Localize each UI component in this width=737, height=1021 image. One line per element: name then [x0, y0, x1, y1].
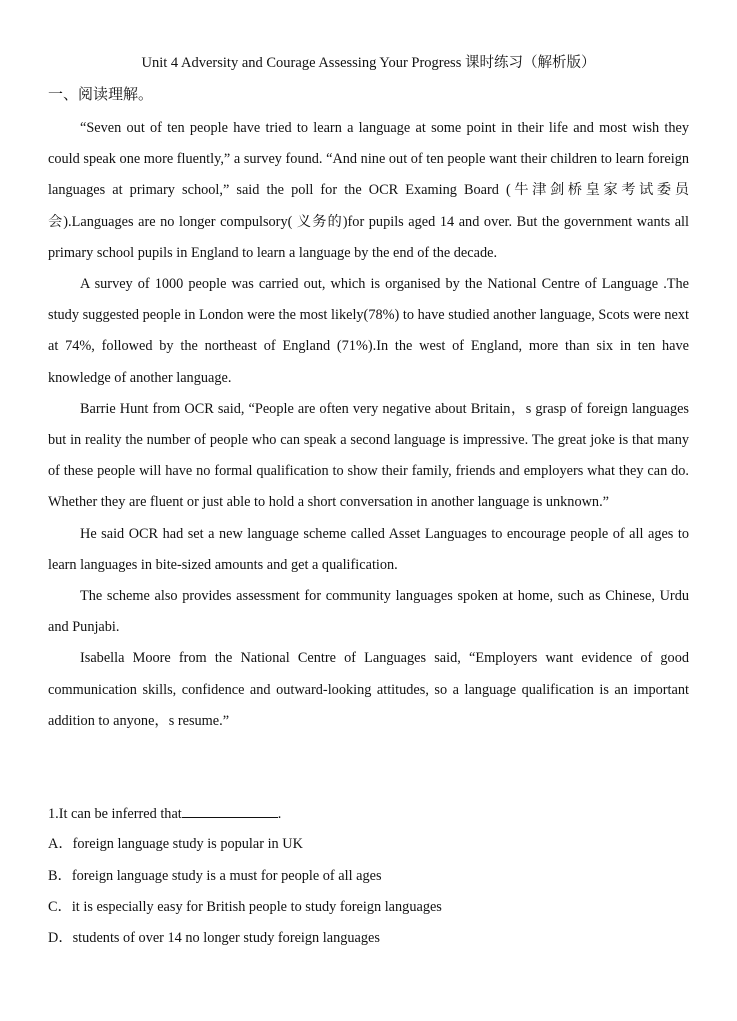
question-stem-text: 1.It can be inferred that — [48, 806, 182, 822]
passage-paragraph-1: “Seven out of ten people have tried to learn a language at some point in their life and most wish they could speak one more fluently,” a survey found. “And nine out of ten people want their children to learn foreign languages at primary school,” said the poll for the OCR Examing Board (牛津剑桥皇家考试委员会).Languages are no longer compulsory( 义务的)for pupils aged 14 and over. But the government wants all primary school pupils in England to learn a language by the end of the decade. — [48, 120, 689, 261]
page-title: Unit 4 Adversity and Courage Assessing Your Progress 课时练习（解析版） — [141, 55, 596, 71]
passage-paragraph-2: A survey of 1000 people was carried out, which is organised by the National Centre of Language .The study suggested people in London were the most likely(78%) to have studied another language, Scots were next at 74%, followed by the northeast of England (71%).In the west of England, more than six in ten have knowledge of another language. — [48, 276, 689, 386]
passage-paragraph-4: He said OCR had set a new language scheme called Asset Languages to encourage people of all ages to learn languages in bite-sized amounts and get a qualification. — [48, 525, 689, 573]
section-heading: 一、阅读理解。 — [48, 87, 154, 103]
passage-paragraph-5: The scheme also provides assessment for community languages spoken at home, such as Chinese, Urdu and Punjabi. — [48, 588, 689, 636]
answer-blank — [182, 803, 278, 818]
option-b: B．foreign language study is a must for people of all ages — [48, 868, 382, 884]
reading-passage — [48, 113, 689, 737]
question-stem-end: . — [277, 806, 282, 822]
option-d: D．students of over 14 no longer study foreign languages — [48, 930, 380, 946]
option-a: A．foreign language study is popular in UK — [48, 836, 303, 852]
option-c: C．it is especially easy for British people to study foreign languages — [48, 899, 442, 915]
passage-paragraph-3: Barrie Hunt from OCR said, “People are often very negative about Britain，s grasp of foreign languages but in reality the number of people who can speak a second language is impressive. The great joke is that many of these people will have no formal qualification to show their family, friends and employers what they can do. Whether they are fluent or just able to hold a short conversation in another language is unknown.” — [48, 400, 689, 511]
passage-paragraph-6: Isabella Moore from the National Centre of Languages said, “Employers want evidence of good communication skills, confidence and outward-looking attitudes, so a language qualification is an important addition to anyone，s resume.” — [48, 650, 689, 729]
question-stem — [48, 803, 689, 824]
